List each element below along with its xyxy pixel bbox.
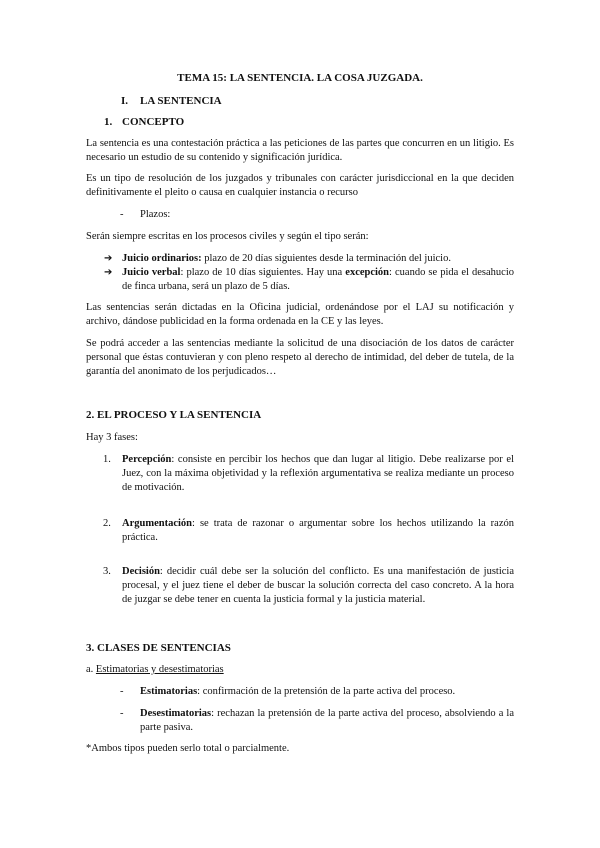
- paragraph-concepto-1: La sentencia es una contestación práctica a las peticiones de las partes que concurren en un litigio. Es necesario un estudio de su contenido y significación jurídica.: [86, 138, 514, 163]
- clase-text: : rechazan la pretensión de la parte activa del proceso, absolviendo a la parte pasiva.: [140, 708, 514, 733]
- paragraph-oficina-judicial: Las sentencias serán dictadas en la Oficina judicial, ordenándose por el LAJ su notificación y archivo, dándose publicidad en la forma ordenada en la CE y las leyes.: [86, 302, 514, 327]
- fase-number: 3.: [103, 566, 111, 577]
- section-1-heading: LA SENTENCIA: [140, 95, 222, 107]
- note-ambos-tipos: *Ambos tipos pueden serlo total o parcialmente.: [86, 743, 290, 754]
- fase-argumentacion: [122, 517, 514, 545]
- bullet-bold-excepcion: excepción: [345, 267, 390, 278]
- fase-decision: [122, 565, 514, 607]
- bullet-juicio-ordinarios: [122, 252, 514, 266]
- fase-text: : consiste en percibir los hechos que dan lugar al litigio. Debe realizarse por el Juez, con la máxima objetividad y la reflexión argumentativa se realiza mediante un proceso de motivación.: [122, 454, 514, 493]
- plazos-label: Plazos:: [140, 209, 171, 220]
- clase-dash: -: [120, 686, 124, 697]
- section-2-heading: 2. EL PROCESO Y LA SENTENCIA: [86, 409, 262, 421]
- arrow-bullet-icon: ➔: [104, 253, 113, 264]
- clase-desestimatorias: [140, 707, 514, 735]
- subsection-1-numeral: 1.: [104, 116, 113, 128]
- fase-bold: Argumentación: [122, 518, 192, 529]
- subsection-a-title: Estimatorias y desestimatorias: [95, 664, 224, 675]
- paragraph-concepto-2: Es un tipo de resolución de los juzgados y tribunales con carácter jurisdiccional en la que deciden definitivamente el pleito o causa en cualquier instancia o recurso: [86, 173, 514, 198]
- fase-text: : se trata de razonar o argumentar sobre los hechos utilizando la razón práctica.: [122, 518, 514, 543]
- clase-dash: -: [120, 708, 124, 719]
- fase-bold: Percepción: [122, 454, 172, 465]
- fase-bold: Decisión: [122, 566, 160, 577]
- fases-intro: Hay 3 fases:: [86, 432, 138, 443]
- fase-number: 1.: [103, 454, 111, 465]
- bullet-bold: Juicio verbal: [122, 267, 181, 278]
- document-title: TEMA 15: LA SENTENCIA. LA COSA JUZGADA.: [177, 72, 423, 84]
- fase-percepcion: [122, 453, 514, 495]
- subsection-1-heading: CONCEPTO: [122, 116, 185, 128]
- clase-estimatorias: [140, 685, 514, 699]
- bullet-juicio-verbal: [122, 266, 514, 294]
- section-3-heading: 3. CLASES DE SENTENCIAS: [86, 642, 231, 654]
- arrow-bullet-icon: ➔: [104, 267, 113, 278]
- bullet-bold: Juicio ordinarios:: [122, 253, 202, 264]
- paragraph-acceso: Se podrá acceder a las sentencias mediante la solicitud de una disociación de los datos de carácter personal que éstas contuvieran y con pleno respeto al derecho de intimidad, del deber de tutela, de la garantía del anonimato de los perjudicados…: [86, 338, 514, 377]
- subsection-a-prefix: a.: [86, 664, 96, 675]
- bullet-text: plazo de 20 días siguientes desde la terminación del juicio.: [201, 253, 451, 264]
- clase-bold: Estimatorias: [140, 686, 198, 697]
- bullet-text: : plazo de 10 días siguientes. Hay una: [180, 267, 346, 278]
- fase-number: 2.: [103, 518, 111, 529]
- fase-text: : decidir cuál debe ser la solución del conflicto. Es una manifestación de justicia procesal, y el juez tiene el deber de buscar la solución correcta del caso concreto. A la hora de juzgar se debe tener en cuenta la justicia formal y la justicia material.: [122, 566, 514, 605]
- paragraph-tipos: Serán siempre escritas en los procesos civiles y según el tipo serán:: [86, 231, 369, 242]
- clase-text: : confirmación de la pretensión de la parte activa del proceso.: [197, 686, 456, 697]
- subsection-a: [86, 663, 224, 677]
- clase-bold: Desestimatorias: [140, 708, 212, 719]
- section-1-numeral: I.: [121, 95, 129, 107]
- bullet-text-2: : cuando se pida el desahucio de finca urbana, será un plazo de 5 días.: [122, 267, 514, 292]
- plazos-dash: -: [120, 209, 124, 220]
